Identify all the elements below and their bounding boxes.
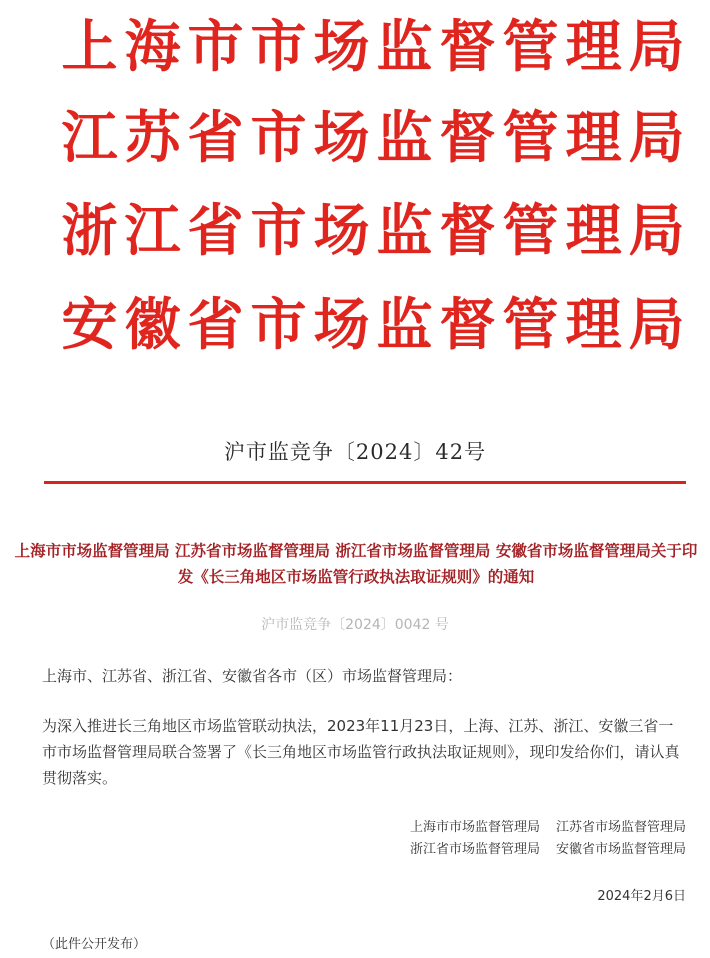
red-separator-line	[44, 481, 686, 484]
signature-row	[266, 817, 686, 839]
org-name-char: 理	[565, 105, 622, 171]
org-name-char: 监	[376, 198, 433, 264]
signatory-shanghai: 上海市市场监督管理局	[409, 820, 540, 835]
org-name-char: 局	[628, 292, 685, 358]
salutation: 上海市、江苏省、浙江省、安徽省各市（区）市场监督管理局：	[42, 667, 463, 685]
org-name-char: 督	[439, 198, 496, 264]
org-name-char: 省	[187, 292, 244, 358]
org-name-char: 市	[250, 292, 307, 358]
org-name-char: 监	[376, 14, 433, 80]
org-name-char: 场	[313, 14, 370, 80]
signatory-zhejiang: 浙江省市场监督管理局	[409, 842, 540, 857]
body-paragraph: 为深入推进长三角地区市场监管联动执法，2023年11月23日，上海、江苏、浙江、安徽三省一市市场监督管理局联合签署了《长三角地区市场监管行政执法取证规则》，现印发给你们，请认真贯彻落实。	[42, 717, 680, 787]
publication-note: （此件公开发布）	[42, 937, 147, 952]
org-name-char: 省	[187, 105, 244, 171]
signature-row	[266, 839, 686, 861]
org-name-char: 监	[376, 105, 433, 171]
signature-block	[266, 817, 686, 861]
org-name-char: 督	[439, 105, 496, 171]
org-name-char: 市	[187, 14, 244, 80]
org-name-char: 督	[439, 14, 496, 80]
org-name-char: 场	[313, 292, 370, 358]
org-name-char: 浙	[61, 198, 118, 264]
org-name-char: 管	[502, 105, 559, 171]
org-name-char: 局	[628, 14, 685, 80]
org-name-char: 徽	[124, 292, 181, 358]
org-name-char: 市	[250, 14, 307, 80]
org-name-char: 江	[61, 105, 118, 171]
org-name-char: 局	[628, 105, 685, 171]
org-name-char: 场	[313, 105, 370, 171]
org-name-char: 局	[628, 198, 685, 264]
org-name-zhejiang	[58, 196, 688, 266]
org-name-char: 管	[502, 14, 559, 80]
org-name-char: 市	[250, 105, 307, 171]
org-name-char: 省	[187, 198, 244, 264]
org-name-char: 场	[313, 198, 370, 264]
org-name-anhui	[58, 290, 688, 360]
org-name-char: 苏	[124, 105, 181, 171]
notice-headline: 上海市市场监督管理局 江苏省市场监督管理局 浙江省市场监督管理局 安徽省市场监督管理局关于印发《长三角地区市场监管行政执法取证规则》的通知	[14, 542, 698, 586]
org-name-char: 市	[250, 198, 307, 264]
org-name-char: 理	[565, 198, 622, 264]
org-name-char: 江	[124, 198, 181, 264]
org-name-char: 海	[124, 14, 181, 80]
org-name-char: 理	[565, 292, 622, 358]
signatory-jiangsu: 江苏省市场监督管理局	[555, 820, 686, 835]
signatory-anhui: 安徽省市场监督管理局	[555, 842, 686, 857]
org-name-char: 监	[376, 292, 433, 358]
org-name-shanghai	[58, 12, 688, 82]
document-number: 沪市监竞争〔2024〕0042 号	[261, 617, 449, 633]
issue-date: 2024年2月6日	[597, 889, 686, 904]
document-number-header: 沪市监竞争〔2024〕42号	[223, 440, 487, 464]
org-name-char: 督	[439, 292, 496, 358]
org-name-char: 理	[565, 14, 622, 80]
org-name-char: 管	[502, 198, 559, 264]
org-name-char: 上	[61, 14, 118, 80]
org-name-char: 安	[61, 292, 118, 358]
org-name-jiangsu	[58, 103, 688, 173]
org-name-char: 管	[502, 292, 559, 358]
